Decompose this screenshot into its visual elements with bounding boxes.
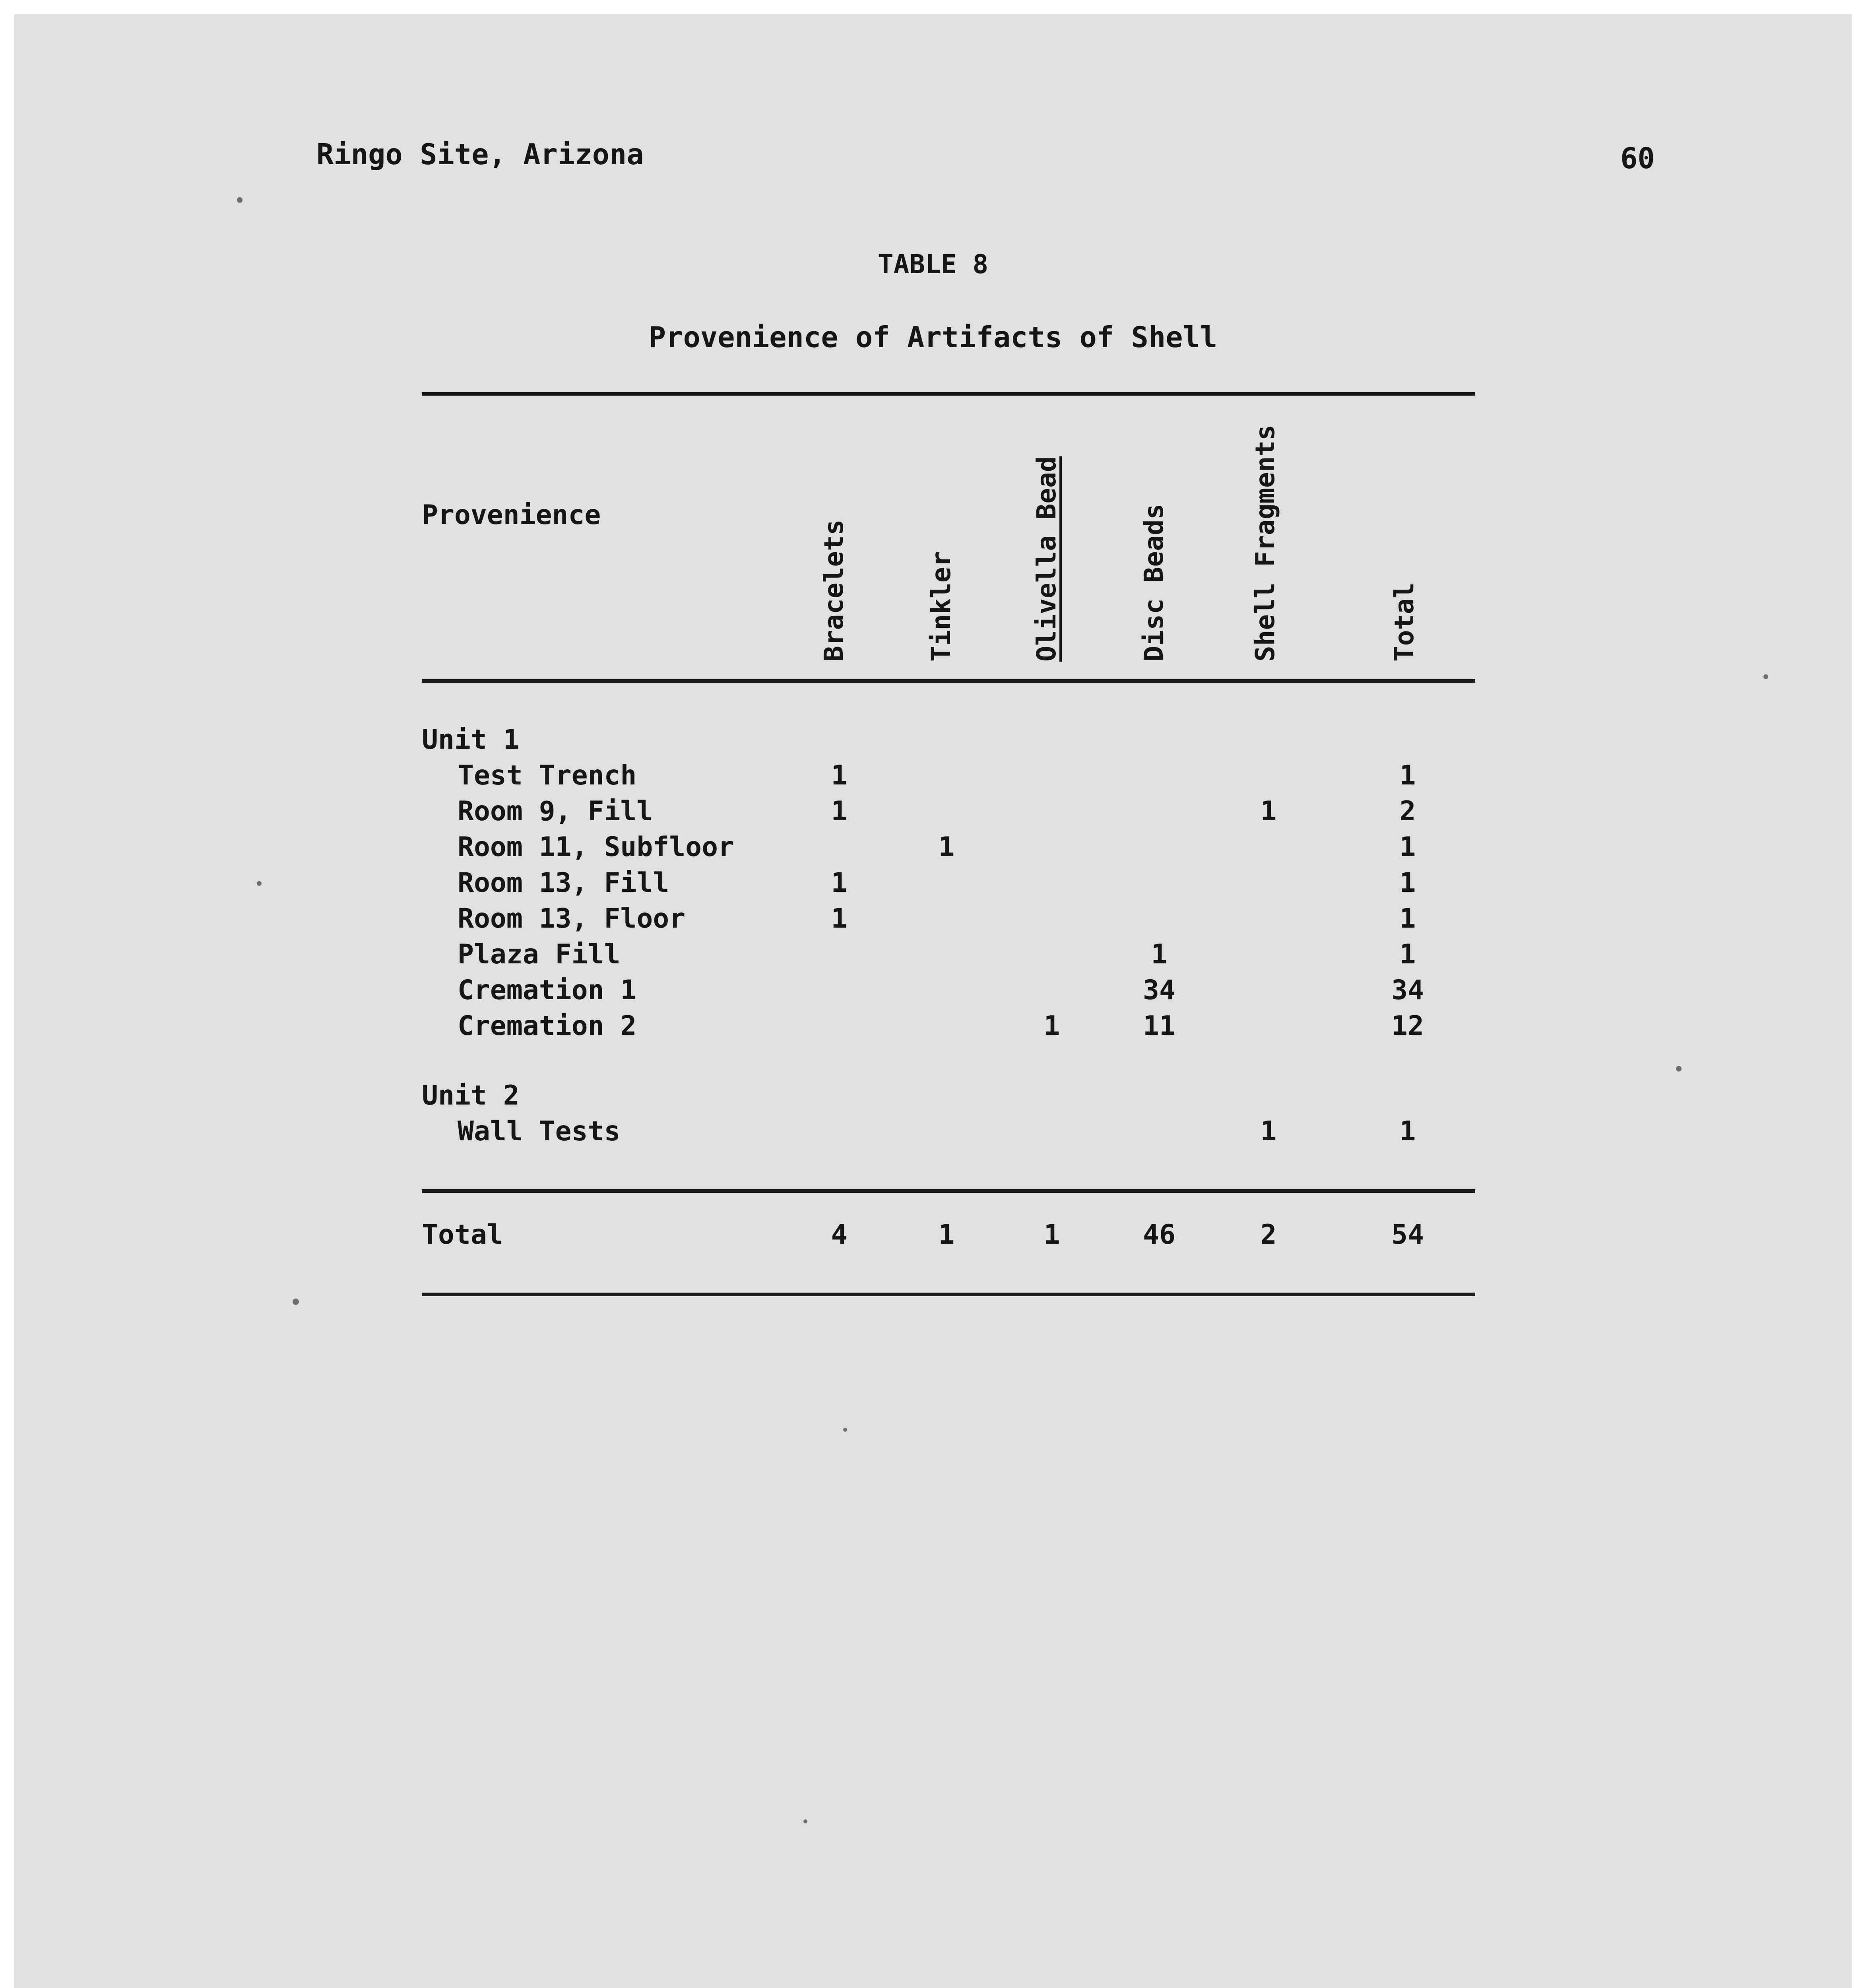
total-tinkler: 1 <box>938 1219 955 1250</box>
table-row <box>14 831 1852 867</box>
totals-label: Total <box>422 1219 503 1250</box>
scan-speck <box>1676 1066 1682 1072</box>
column-header-provenience: Provenience <box>422 499 601 531</box>
cell-fragments: 1 <box>1260 1116 1277 1147</box>
row-label: Room 13, Floor <box>458 903 686 934</box>
table-row <box>14 903 1852 939</box>
table-row <box>14 1116 1852 1151</box>
cell-total: 1 <box>1399 939 1416 970</box>
table-bottom-rule <box>422 1293 1475 1296</box>
scan-speck <box>803 1819 807 1823</box>
cell-total: 1 <box>1399 831 1416 863</box>
unit-heading: Unit 2 <box>422 1080 520 1111</box>
table-row <box>14 867 1852 903</box>
table-header-rule <box>422 679 1475 683</box>
document-page: Ringo Site, Arizona 60 TABLE 8 Provenience of Artifacts of Shell Provenience Bracelets Tinkler Olivella Bead Disc Beads Shell Fragments Total Unit 1 Test Trench 1 1 Room 9, Fill 1 1 2 Room 11, Subfloor 1 1 Room 13, Fill 1 1 Room 13, Floor 1 1 Plaza Fill 1 1 Cremation 1 34 34 Cremation 2 1 11 12 Unit 2 Wall Tests 1 1 Total 4 1 1 46 2 54 <box>14 14 1852 1988</box>
cell-olivella: 1 <box>1044 1010 1060 1042</box>
row-label: Room 11, Subfloor <box>458 831 734 863</box>
table-label: TABLE 8 <box>877 249 989 280</box>
cell-tinkler: 1 <box>938 831 955 863</box>
table-row <box>14 760 1852 796</box>
cell-total: 1 <box>1399 867 1416 899</box>
unit-heading-row <box>14 724 1852 760</box>
total-olivella: 1 <box>1044 1219 1060 1250</box>
scan-speck <box>293 1299 299 1305</box>
cell-total: 1 <box>1399 1116 1416 1147</box>
scan-speck <box>843 1428 847 1432</box>
table-row <box>14 1010 1852 1046</box>
table-row <box>14 939 1852 975</box>
cell-bracelets: 1 <box>831 867 848 899</box>
row-label: Cremation 2 <box>458 1010 637 1042</box>
scan-speck <box>257 881 262 886</box>
cell-bracelets: 1 <box>831 796 848 827</box>
total-grand: 54 <box>1391 1219 1424 1250</box>
cell-total: 1 <box>1399 760 1416 791</box>
cell-total: 34 <box>1391 975 1424 1006</box>
cell-disc: 1 <box>1151 939 1168 970</box>
unit-heading: Unit 1 <box>422 724 520 755</box>
unit-heading-row <box>14 1080 1852 1116</box>
row-label: Test Trench <box>458 760 637 791</box>
scan-speck <box>237 197 242 203</box>
cell-fragments: 1 <box>1260 796 1277 827</box>
cell-bracelets: 1 <box>831 760 848 791</box>
cell-total: 1 <box>1399 903 1416 934</box>
running-head: Ringo Site, Arizona <box>316 138 644 171</box>
table-body-rule <box>422 1189 1475 1193</box>
table-title: Provenience of Artifacts of Shell <box>648 320 1218 354</box>
row-label: Cremation 1 <box>458 975 637 1006</box>
table-top-rule <box>422 392 1475 396</box>
row-label: Room 13, Fill <box>458 867 669 899</box>
row-label: Wall Tests <box>458 1116 621 1147</box>
cell-disc: 34 <box>1143 975 1175 1006</box>
cell-disc: 11 <box>1143 1010 1175 1042</box>
cell-total: 2 <box>1399 796 1416 827</box>
table-row <box>14 975 1852 1010</box>
page-number: 60 <box>1620 142 1655 175</box>
total-bracelets: 4 <box>831 1219 848 1250</box>
scan-speck <box>1763 674 1768 679</box>
table-row <box>14 796 1852 831</box>
total-disc: 46 <box>1143 1219 1175 1250</box>
row-label: Room 9, Fill <box>458 796 653 827</box>
total-fragments: 2 <box>1260 1219 1277 1250</box>
cell-bracelets: 1 <box>831 903 848 934</box>
row-label: Plaza Fill <box>458 939 621 970</box>
cell-total: 12 <box>1391 1010 1424 1042</box>
